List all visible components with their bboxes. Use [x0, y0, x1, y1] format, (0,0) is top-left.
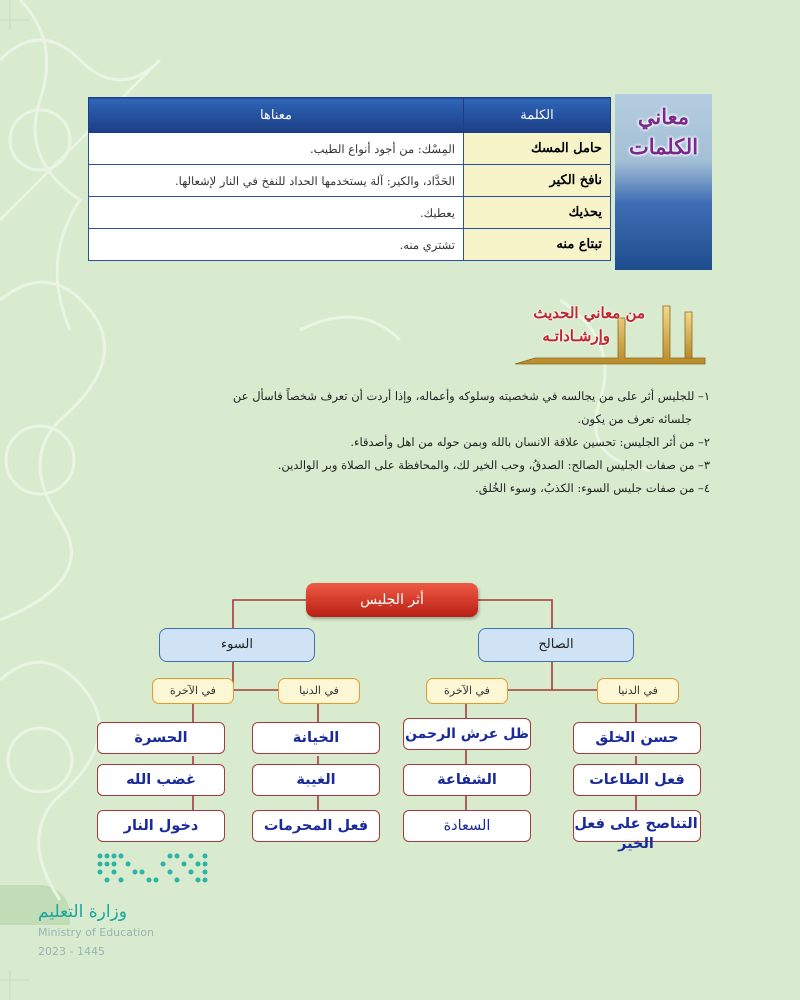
leaf-item: الغيبة — [252, 764, 380, 796]
leaf-item: الشفاعة — [403, 764, 531, 796]
diagram-root: أثر الجليس — [306, 583, 478, 617]
good-hereafter-label: في الآخرة — [426, 678, 508, 704]
word-cell: تبتاع منه — [464, 229, 611, 261]
leaf-item: فعل المحرمات — [252, 810, 380, 842]
point-1-continued: جلسائه تعرف من يكون. — [577, 412, 692, 426]
badge-line-1: معاني — [637, 104, 690, 129]
badge-line-2: الكلمات — [628, 134, 699, 159]
word-cell: يحذيك — [464, 197, 611, 229]
point-3: ٣– من صفات الجليس الصالح: الصدقُ، وحب الخير لك، والمحافظة على الصلاة وبر الوالدين. — [277, 458, 710, 472]
leaf-item: حسن الخلق — [573, 722, 701, 754]
leaf-item: دخول النار — [97, 810, 225, 842]
leaf-item: الخيانة — [252, 722, 380, 754]
hadith-title-line-1: من معاني الحديث — [533, 304, 645, 322]
meaning-cell: يعطيك. — [89, 197, 464, 229]
leaf-item: غضب الله — [97, 764, 225, 796]
header-word: الكلمة — [464, 98, 611, 133]
branch-bad: السوء — [159, 628, 315, 662]
leaf-item-two-line — [573, 810, 699, 858]
meaning-cell: تشتري منه. — [89, 229, 464, 261]
ministry-name-en: Ministry of Education — [38, 926, 155, 939]
leaf-item-text: التناصح على فعل الخير — [574, 816, 698, 852]
leaf-item: السعادة — [403, 810, 531, 842]
meaning-cell: المِسْك: من أجود أنواع الطيب. — [89, 133, 464, 165]
branch-good: الصالح — [478, 628, 634, 662]
leaf-item: فعل الطاعات — [573, 764, 701, 796]
word-cell: حامل المسك — [464, 133, 611, 165]
word-cell: نافخ الكير — [464, 165, 611, 197]
header-meaning: معناها — [89, 98, 464, 133]
point-2: ٢– من أثر الجليس: تحسين علاقة الانسان بالله وبمن حوله من اهل وأصدقاء. — [350, 435, 710, 449]
ministry-name-ar: وزارة التعليم — [38, 902, 127, 922]
point-4: ٤– من صفات جليس السوء: الكذبُ، وسوء الخُلق. — [475, 481, 710, 495]
bad-world-label: في الدنيا — [278, 678, 360, 704]
point-1: ١– للجليس أثر على من يجالسه في شخصيته وسلوكه وأعماله، وإذا أردت أن تعرف شخصاً فاسأل عن — [232, 389, 710, 403]
leaf-item: الحسرة — [97, 722, 225, 754]
bad-hereafter-label: في الآخرة — [152, 678, 234, 704]
ministry-logo-dots-icon — [95, 850, 215, 890]
leaf-item: ظل عرش الرحمن — [403, 718, 531, 750]
ministry-year: 2023 - 1445 — [38, 945, 105, 958]
hadith-title-line-2: وإرشـاداتـه — [542, 327, 610, 345]
meaning-cell: الحَدَّاد، والكير: آلة يستخدمها الحداد للنفخ في النار لإشعالها. — [89, 165, 464, 197]
good-world-label: في الدنيا — [597, 678, 679, 704]
